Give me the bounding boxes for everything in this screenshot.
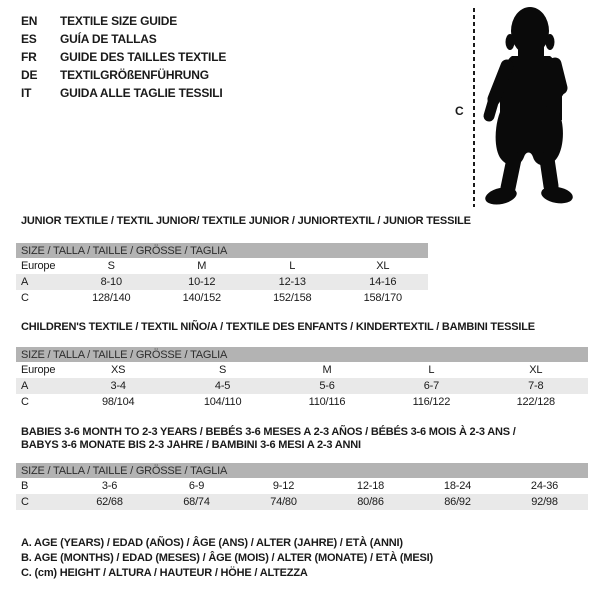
language-code: DE xyxy=(21,68,38,82)
junior-size-table xyxy=(16,243,428,306)
legend-line-c: C. (cm) HEIGHT / ALTURA / HAUTEUR / HÖHE / ALTEZZA xyxy=(21,567,308,579)
language-title: TEXTILGRÖßENFÜHRUNG xyxy=(60,68,209,82)
size-cell: 158/170 xyxy=(363,292,402,304)
size-cell: XS xyxy=(111,364,126,376)
table-row-europe xyxy=(16,362,588,378)
size-header-band: SIZE / TALLA / TAILLE / GRÖSSE / TAGLIA xyxy=(16,463,588,478)
table-row-age xyxy=(16,274,428,290)
language-row-it xyxy=(21,84,226,102)
language-row-es xyxy=(21,30,226,48)
size-cell: 104/110 xyxy=(203,396,242,408)
size-cell: 6-9 xyxy=(188,480,205,492)
row-label-cell: C xyxy=(21,396,29,408)
language-row-de xyxy=(21,66,226,84)
size-cell: 74/80 xyxy=(240,494,327,510)
language-title: TEXTILE SIZE GUIDE xyxy=(60,14,178,28)
size-cell: 110/116 xyxy=(308,396,346,408)
size-cell: 80/86 xyxy=(327,494,414,510)
babies-title-line2: BABYS 3-6 MONATE BIS 2-3 JAHRE / BAMBINI 3-6 MESI A 2-3 ANNI xyxy=(21,439,361,451)
size-cell: 128/140 xyxy=(92,292,131,304)
language-code: ES xyxy=(21,32,37,46)
language-code: IT xyxy=(21,86,32,100)
table-row-europe xyxy=(16,258,428,274)
size-cell: 5-6 xyxy=(275,378,379,394)
size-cell: 140/152 xyxy=(182,292,221,304)
size-cell: 62/68 xyxy=(66,494,153,510)
size-cell: S xyxy=(107,260,115,272)
row-label-cell: C xyxy=(16,494,66,510)
table-header-row xyxy=(16,463,588,478)
size-cell: L xyxy=(289,260,296,272)
table-row-age-months xyxy=(16,478,588,494)
table-header-row xyxy=(16,347,588,362)
size-cell: 7-8 xyxy=(484,378,588,394)
measurement-legend xyxy=(21,536,433,581)
row-label-cell: A xyxy=(16,274,66,290)
size-cell: 86/92 xyxy=(414,494,501,510)
children-size-table xyxy=(16,347,588,410)
size-cell: 3-6 xyxy=(101,480,118,492)
language-title: GUIDA ALLE TAGLIE TESSILI xyxy=(60,86,223,100)
size-cell: 3-4 xyxy=(66,378,170,394)
size-cell: S xyxy=(219,364,227,376)
size-cell: 12-13 xyxy=(247,274,338,290)
language-row-fr xyxy=(21,48,226,66)
legend-line-a: A. AGE (YEARS) / EDAD (AÑOS) / ÂGE (ANS) / ALTER (JAHRE) / ETÀ (ANNI) xyxy=(21,537,403,549)
language-title: GUIDE DES TAILLES TEXTILE xyxy=(60,50,227,64)
legend-line-b: B. AGE (MONTHS) / EDAD (MESES) / ÂGE (MOIS) / ALTER (MONATE) / ETÀ (MESI) xyxy=(21,552,433,564)
babies-size-table xyxy=(16,463,588,510)
size-cell: 68/74 xyxy=(153,494,240,510)
row-label-cell: Europe xyxy=(21,364,56,376)
size-cell: L xyxy=(428,364,435,376)
language-code: FR xyxy=(21,50,37,64)
size-cell: 152/158 xyxy=(273,292,312,304)
row-label-cell: A xyxy=(16,378,66,394)
height-label-c: C xyxy=(455,104,464,118)
size-cell: 8-10 xyxy=(66,274,157,290)
row-label-cell: C xyxy=(21,292,29,304)
babies-title-line1: BABIES 3-6 MONTH TO 2-3 YEARS / BEBÉS 3-6 MESES A 2-3 AÑOS / BÉBÉS 3-6 MOIS À 2-3 ANS / xyxy=(21,426,516,438)
size-cell: XL xyxy=(529,364,543,376)
size-cell: 116/122 xyxy=(412,396,451,408)
size-cell: M xyxy=(197,260,207,272)
size-header-band: SIZE / TALLA / TAILLE / GRÖSSE / TAGLIA xyxy=(16,243,428,258)
size-cell: 9-12 xyxy=(272,480,295,492)
size-header-band: SIZE / TALLA / TAILLE / GRÖSSE / TAGLIA xyxy=(16,347,588,362)
size-cell: 12-18 xyxy=(356,480,385,492)
size-cell: 4-5 xyxy=(170,378,274,394)
size-cell: 6-7 xyxy=(379,378,483,394)
table-row-height xyxy=(16,290,428,306)
table-row-age xyxy=(16,378,588,394)
size-cell: XL xyxy=(376,260,390,272)
size-cell: 92/98 xyxy=(501,494,588,510)
language-title: GUÍA DE TALLAS xyxy=(60,32,157,46)
size-cell: 14-16 xyxy=(338,274,429,290)
row-label-cell: B xyxy=(21,480,29,492)
size-cell: 10-12 xyxy=(157,274,248,290)
babies-table-title xyxy=(21,426,516,452)
table-row-height xyxy=(16,394,588,410)
size-cell: 98/104 xyxy=(101,396,135,408)
baby-silhouette-icon xyxy=(470,4,582,210)
table-header-row xyxy=(16,243,428,258)
children-table-title: CHILDREN'S TEXTILE / TEXTIL NIÑO/A / TEXTILE DES ENFANTS / KINDERTEXTIL / BAMBINI TESSILE xyxy=(21,321,535,333)
size-cell: 24-36 xyxy=(530,480,559,492)
junior-table-title: JUNIOR TEXTILE / TEXTIL JUNIOR/ TEXTILE JUNIOR / JUNIORTEXTIL / JUNIOR TESSILE xyxy=(21,215,471,227)
table-row-height xyxy=(16,494,588,510)
language-code: EN xyxy=(21,14,38,28)
language-row-en xyxy=(21,12,226,30)
size-cell: 122/128 xyxy=(516,396,555,408)
size-cell: M xyxy=(322,364,332,376)
size-cell: 18-24 xyxy=(443,480,472,492)
language-list xyxy=(21,12,226,102)
row-label-cell: Europe xyxy=(21,260,56,272)
